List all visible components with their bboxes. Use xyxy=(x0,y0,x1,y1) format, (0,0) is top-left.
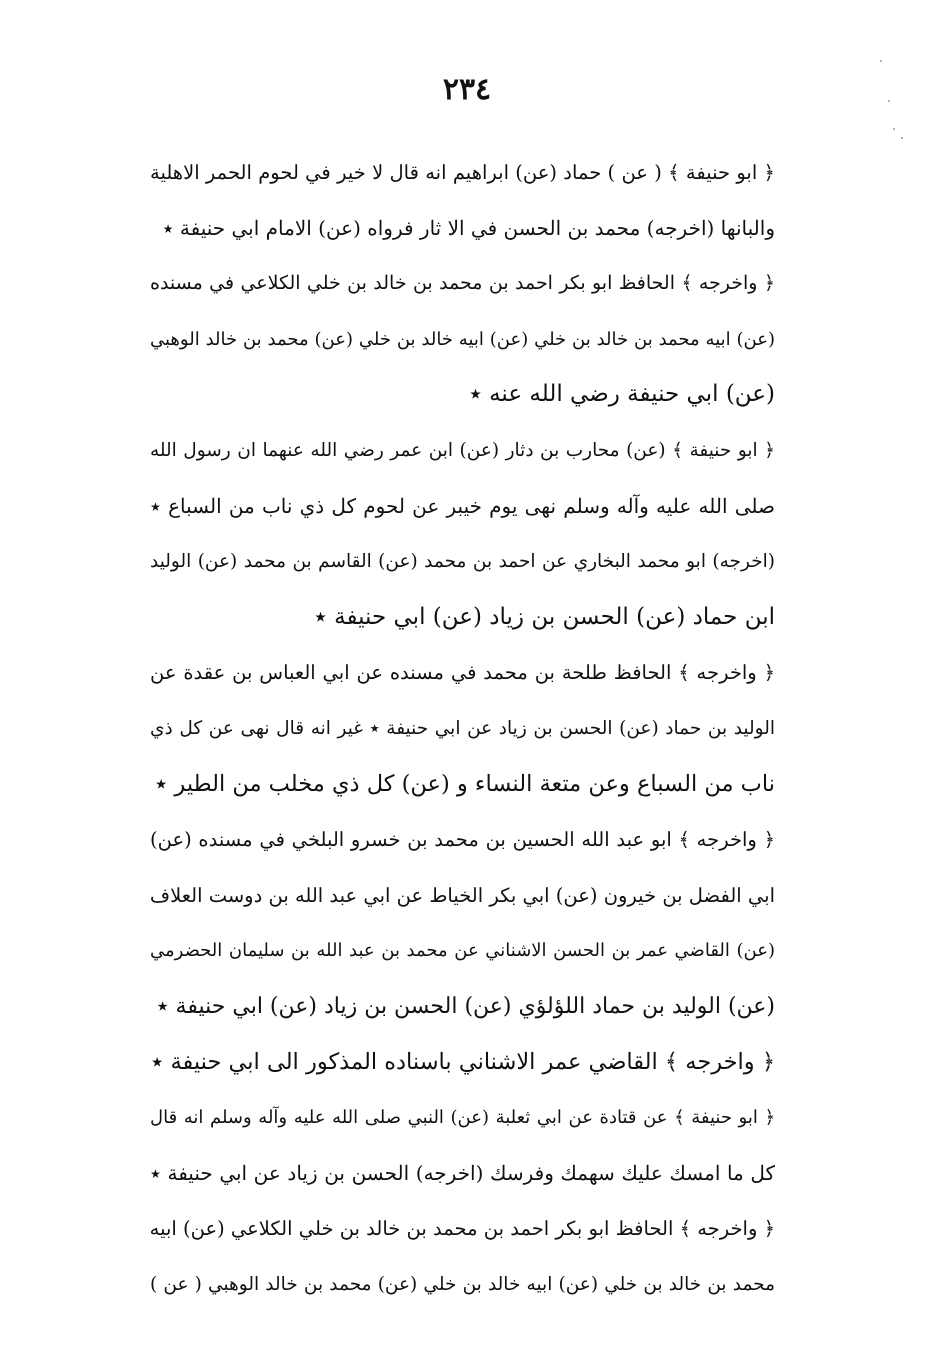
text-line: ﴿ ابو حنيفة ﴾ (عن) محارب بن دثار (عن) ابن عمر رضي الله عنهما ان رسول الله xyxy=(150,439,775,461)
text-line: صلى الله عليه وآله وسلم نهى يوم خيبر عن لحوم كل ذي ناب من السباع ٭ xyxy=(150,493,775,518)
text-line: كل ما امسك عليك سهمك وفرسك (اخرجه) الحسن بن زياد عن ابي حنيفة ٭ xyxy=(150,1160,775,1185)
text-line: الوليد بن حماد (عن) الحسن بن زياد عن ابي حنيفة ٭ غير انه قال نهى عن كل ذي xyxy=(150,717,775,739)
scan-speck xyxy=(893,128,895,130)
text-line: (عن) ابيه محمد بن خالد بن خلي (عن) ابيه خالد بن خلي (عن) محمد بن خالد الوهبي xyxy=(150,328,775,350)
text-line: (عن) الوليد بن حماد اللؤلؤي (عن) الحسن بن زياد (عن) ابي حنيفة ٭ xyxy=(156,993,775,1019)
text-line: (اخرجه) ابو محمد البخاري عن احمد بن محمد (عن) القاسم بن محمد (عن) الوليد xyxy=(150,551,775,573)
text-line: ﴿ واخرجه ﴾ الحافظ ابو بكر احمد بن محمد بن خالد بن خلي الكلاعي في مسنده xyxy=(150,272,775,295)
text-line: ناب من السباع وعن متعة النساء و (عن) كل ذي مخلب من الطير ٭ xyxy=(155,770,775,797)
text-line: (عن) القاضي عمر بن الحسن الاشناني عن محمد بن عبد الله بن سليمان الحضرمي xyxy=(150,940,775,962)
text-line: ﴿ واخرجه ﴾ ابو عبد الله الحسين بن محمد بن خسرو البلخي في مسنده (عن) xyxy=(150,828,775,852)
text-line: محمد بن خالد بن خلي (عن) ابيه خالد بن خلي (عن) محمد بن خالد الوهبي ( عن ) xyxy=(150,1273,775,1295)
text-line: ﴿ واخرجه ﴾ القاضي عمر الاشناني باسناده المذكور الى ابي حنيفة ٭ xyxy=(151,1048,775,1075)
text-line: ﴿ واخرجه ﴾ الحافظ ابو بكر احمد بن محمد بن خالد بن خلي الكلاعي (عن) ابيه xyxy=(150,1217,775,1241)
scan-speck xyxy=(888,100,890,102)
text-line: ابن حماد (عن) الحسن بن زياد (عن) ابي حنيفة ٭ xyxy=(314,603,775,630)
page-number: ٢٣٤ xyxy=(442,72,492,107)
text-line: ابي الفضل بن خيرون (عن) ابي بكر الخياط عن ابي عبد الله بن دوست العلاف xyxy=(150,883,775,907)
text-line: ﴿ واخرجه ﴾ الحافظ طلحة بن محمد في مسنده عن ابي العباس بن عقدة عن xyxy=(150,661,775,685)
scan-speck xyxy=(901,137,903,139)
text-line: والبانها (اخرجه) محمد بن الحسن في الا ثار فرواه (عن) الامام ابي حنيفة ٭ xyxy=(162,215,775,240)
text-line: ﴿ ابو حنيفة ﴾ عن قتادة عن ابي ثعلبة (عن) النبي صلى الله عليه وآله وسلم انه قال xyxy=(150,1107,775,1129)
body-text xyxy=(150,145,775,1312)
scan-speck xyxy=(880,60,882,62)
text-line: (عن) ابي حنيفة رضي الله عنه ٭ xyxy=(469,381,775,408)
text-line: ﴿ ابو حنيفة ﴾ ( عن ) حماد (عن) ابراهيم انه قال لا خير في لحوم الحمر الاهلية xyxy=(150,161,775,184)
